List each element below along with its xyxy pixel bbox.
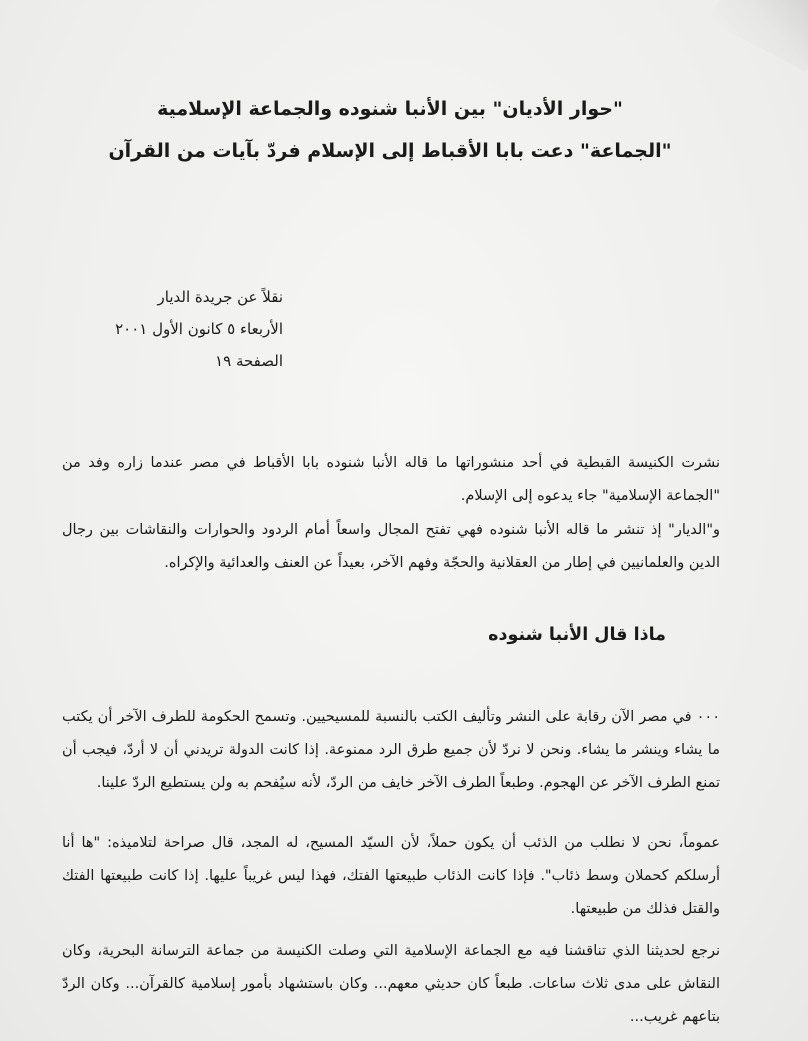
source-page: الصفحة ١٩ [215,352,283,370]
body-paragraph-3: نرجع لحديثنا الذي تناقشنا فيه مع الجماعة الإسلامية التي وصلت الكنيسة من جماعة الترسانة البحرية، وكان النقاش على مدى ثلاث ساعات. طبعاً كان حديثي معهم... وكان باستشهاد بأمور إسلامية كالقرآن... وكان الردّ بتاعهم غريب... [62,943,720,1025]
title-line-2: "الجماعة" دعت بابا الأقباط إلى الإسلام فردّ بآيات من القرآن [108,140,672,162]
intro-paragraph-1: نشرت الكنيسة القبطية في أحد منشوراتها ما قاله الأنبا شنوده بابا الأقباط في مصر عندما زاره وفد من "الجماعة الإسلامية" جاء يدعوه إلى الإسلام. [62,455,720,504]
body-paragraph-2: عموماً، نحن لا نطلب من الذئب أن يكون حملاً، لأن السيّد المسيح، له المجد، قال صراحة لتلاميذه: "ها أنا أرسلكم كحملان وسط ذئاب". فإذا كانت الذئاب طبيعتها الفتك، فهذا ليس غريباً عليها. إذا كانت طبيعتها الفتك والقتل فذلك من طبيعتها. [62,835,720,917]
title-line-1: "حوار الأديان" بين الأنبا شنوده والجماعة الإسلامية [157,98,623,120]
source-newspaper: نقلاً عن جريدة الديار [157,288,283,306]
section-heading: ماذا قال الأنبا شنوده [488,625,666,645]
body-paragraph-1: ٠٠٠ في مصر الآن رقابة على النشر وتأليف الكتب بالنسبة للمسيحيين. وتسمح الحكومة للطرف الآخر أن يكتب ما يشاء وينشر ما يشاء. ونحن لا نردّ لأن جميع طرق الرد ممنوعة. إذا كانت الدولة تريدني أن لا أردّ، فيجب أن تمنع الطرف الآخر عن الهجوم. وطبعاً الطرف الآخر خايف من الردّ، لأنه سيُفحم به ولن يستطيع الردّ علينا. [62,709,720,791]
intro-paragraph-2: و"الديار" إذ تنشر ما قاله الأنبا شنوده فهي تفتح المجال واسعاً أمام الردود والحوارات والنقاشات بين رجال الدين والعلمانيين في إطار من العقلانية والحجّة وفهم الآخر، بعيداً عن العنف والعدائية والإكراه. [62,522,720,571]
folded-corner [708,0,808,72]
source-date: الأربعاء ٥ كانون الأول ٢٠٠١ [115,320,283,338]
